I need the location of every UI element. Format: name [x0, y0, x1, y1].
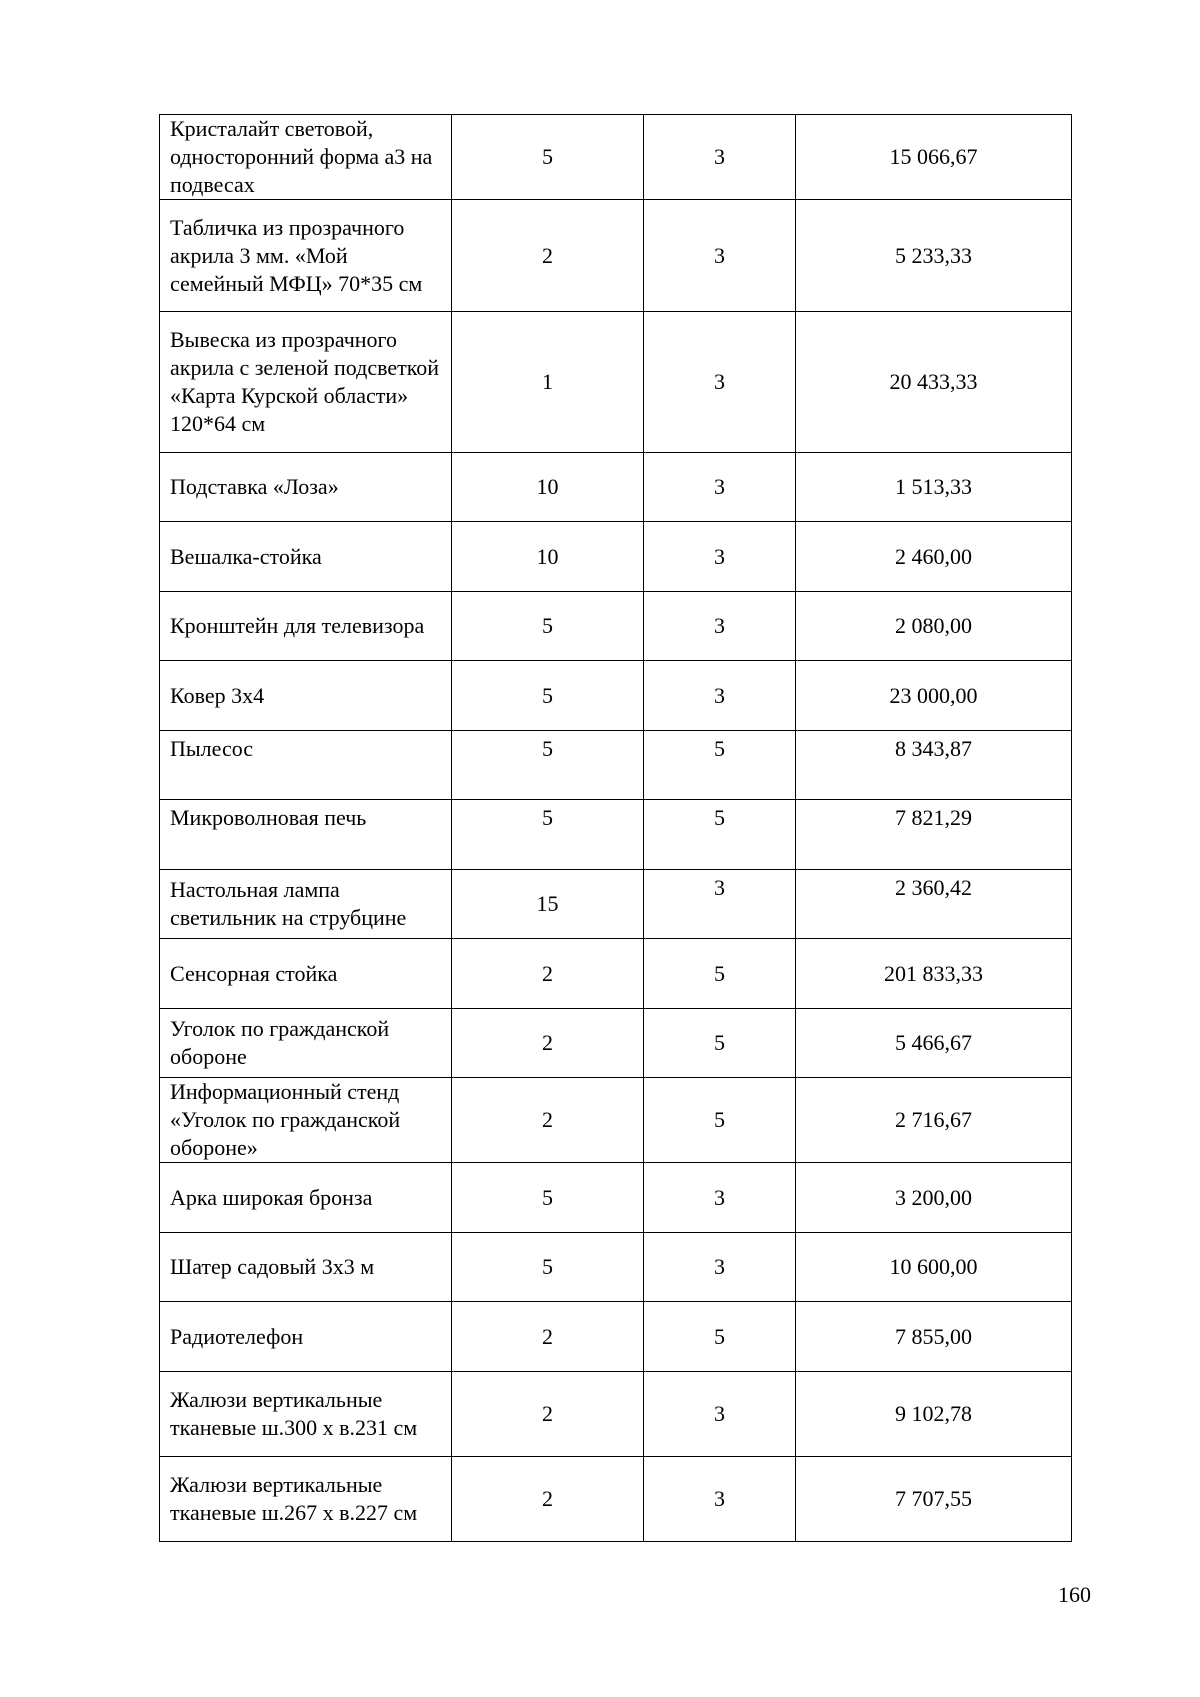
- table-row: [160, 939, 1072, 1009]
- item-term: 5: [644, 1302, 796, 1372]
- item-name: Сенсорная стойка: [160, 939, 452, 1009]
- item-name: Арка широкая бронза: [160, 1163, 452, 1233]
- item-name: Вывеска из прозрачного акрила с зеленой подсветкой «Карта Курской области» 120*64 см: [160, 312, 452, 453]
- item-price: 1 513,33: [796, 453, 1072, 522]
- item-name: Жалюзи вертикальные тканевые ш.267 х в.227 см: [160, 1457, 452, 1542]
- item-term: 5: [644, 731, 796, 800]
- item-quantity: 5: [452, 115, 644, 200]
- item-name: Шатер садовый 3х3 м: [160, 1233, 452, 1302]
- item-quantity: 2: [452, 1372, 644, 1457]
- item-name: Вешалка-стойка: [160, 522, 452, 592]
- item-quantity: 10: [452, 453, 644, 522]
- table-row: [160, 661, 1072, 731]
- item-price: 7 707,55: [796, 1457, 1072, 1542]
- item-term: 3: [644, 1372, 796, 1457]
- item-term: 3: [644, 200, 796, 312]
- page-number: 160: [1058, 1582, 1091, 1607]
- items-table: [159, 114, 1072, 1542]
- table-row: [160, 453, 1072, 522]
- item-price: 7 855,00: [796, 1302, 1072, 1372]
- item-name: Микроволновая печь: [160, 800, 452, 870]
- item-price: 3 200,00: [796, 1163, 1072, 1233]
- table-row: [160, 1009, 1072, 1078]
- item-name: Уголок по гражданской обороне: [160, 1009, 452, 1078]
- item-price: 2 716,67: [796, 1078, 1072, 1163]
- item-name: Табличка из прозрачного акрила 3 мм. «Мой семейный МФЦ» 70*35 см: [160, 200, 452, 312]
- item-term: 3: [644, 312, 796, 453]
- item-price: 10 600,00: [796, 1233, 1072, 1302]
- item-price: 2 360,42: [796, 870, 1072, 939]
- table-row: [160, 115, 1072, 200]
- table-row: [160, 1457, 1072, 1542]
- item-quantity: 15: [452, 870, 644, 939]
- item-name: Пылесос: [160, 731, 452, 800]
- item-quantity: 5: [452, 731, 644, 800]
- table-row: [160, 1078, 1072, 1163]
- item-term: 3: [644, 1163, 796, 1233]
- item-quantity: 5: [452, 1163, 644, 1233]
- item-price: 20 433,33: [796, 312, 1072, 453]
- item-term: 3: [644, 1457, 796, 1542]
- item-quantity: 2: [452, 1009, 644, 1078]
- item-term: 3: [644, 115, 796, 200]
- item-quantity: 2: [452, 200, 644, 312]
- table-row: [160, 522, 1072, 592]
- item-name: Жалюзи вертикальные тканевые ш.300 х в.231 см: [160, 1372, 452, 1457]
- item-price: 23 000,00: [796, 661, 1072, 731]
- item-term: 3: [644, 592, 796, 661]
- item-price: 201 833,33: [796, 939, 1072, 1009]
- item-price: 5 466,67: [796, 1009, 1072, 1078]
- item-name: Подставка «Лоза»: [160, 453, 452, 522]
- item-price: 15 066,67: [796, 115, 1072, 200]
- item-term: 3: [644, 522, 796, 592]
- table-row: [160, 870, 1072, 939]
- item-quantity: 2: [452, 1457, 644, 1542]
- item-quantity: 2: [452, 1302, 644, 1372]
- item-quantity: 2: [452, 939, 644, 1009]
- table-row: [160, 800, 1072, 870]
- item-name: Настольная лампа светильник на струбцине: [160, 870, 452, 939]
- item-name: Радиотелефон: [160, 1302, 452, 1372]
- table-row: [160, 312, 1072, 453]
- table-row: [160, 1233, 1072, 1302]
- item-quantity: 2: [452, 1078, 644, 1163]
- item-quantity: 1: [452, 312, 644, 453]
- item-name: Кристалайт световой, односторонний форма а3 на подвесах: [160, 115, 452, 200]
- item-price: 7 821,29: [796, 800, 1072, 870]
- item-price: 2 080,00: [796, 592, 1072, 661]
- table-row: [160, 1163, 1072, 1233]
- item-name: Ковер 3х4: [160, 661, 452, 731]
- item-price: 5 233,33: [796, 200, 1072, 312]
- item-term: 3: [644, 661, 796, 731]
- item-term: 3: [644, 453, 796, 522]
- item-term: 5: [644, 1009, 796, 1078]
- item-quantity: 10: [452, 522, 644, 592]
- item-price: 9 102,78: [796, 1372, 1072, 1457]
- item-term: 5: [644, 1078, 796, 1163]
- item-term: 5: [644, 939, 796, 1009]
- item-quantity: 5: [452, 592, 644, 661]
- table-row: [160, 200, 1072, 312]
- item-quantity: 5: [452, 1233, 644, 1302]
- item-name: Кронштейн для телевизора: [160, 592, 452, 661]
- table-row: [160, 1302, 1072, 1372]
- item-term: 5: [644, 800, 796, 870]
- item-price: 8 343,87: [796, 731, 1072, 800]
- item-term: 3: [644, 1233, 796, 1302]
- item-quantity: 5: [452, 661, 644, 731]
- table-row: [160, 592, 1072, 661]
- item-price: 2 460,00: [796, 522, 1072, 592]
- table-row: [160, 731, 1072, 800]
- table-row: [160, 1372, 1072, 1457]
- item-term: 3: [644, 870, 796, 939]
- item-name: Информационный стенд «Уголок по гражданской обороне»: [160, 1078, 452, 1163]
- item-quantity: 5: [452, 800, 644, 870]
